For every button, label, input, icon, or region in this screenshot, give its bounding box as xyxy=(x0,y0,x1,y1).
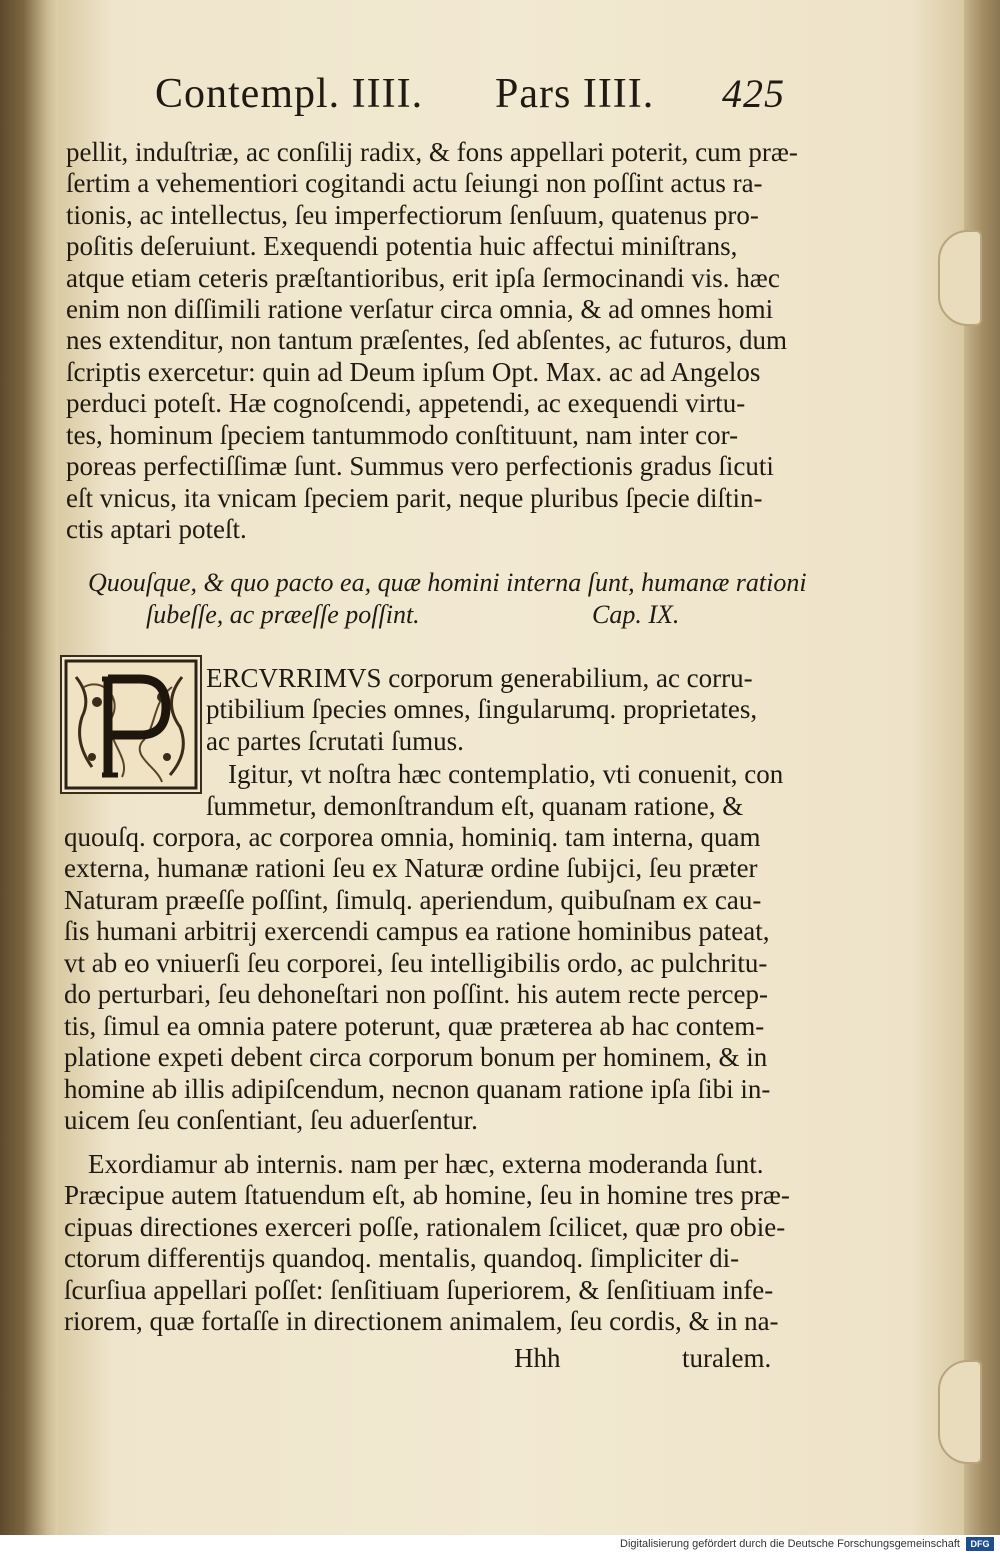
text-line: homine ab illis adipiſcendum, necnon quanam ratione ipſa ſibi in- xyxy=(64,1074,771,1104)
text-line: pellit, induſtriæ, ac conſilij radix, & fons appellari poterit, cum præ- xyxy=(66,137,798,167)
page-clip-lower xyxy=(938,1360,982,1464)
left-book-edge xyxy=(0,0,58,1535)
catchword: turalem. xyxy=(682,1343,772,1373)
digitization-notice: Digitalisierung gefördert durch die Deutsche Forschungsgemeinschaft xyxy=(620,1538,960,1550)
text-line: tis, ſimul ea omnia patere poterunt, quæ præterea ab hac contem- xyxy=(64,1011,765,1041)
text-line: enim non diſſimili ratione verſatur circa omnia, & ad omnes homi xyxy=(66,294,774,324)
signature-mark: Hhh xyxy=(514,1343,561,1373)
text-line: ſertim a vehementiori cogitandi actu ſeiungi non poſſint actus ra- xyxy=(66,168,763,198)
digitization-footer xyxy=(0,1535,1000,1554)
running-header xyxy=(150,70,810,130)
text-line: ſis humani arbitrij exercendi campus ea ratione hominibus pateat, xyxy=(64,916,770,946)
text-line: Exordiamur ab internis. nam per hæc, externa moderanda ſunt. xyxy=(88,1149,764,1179)
text-line: ſcurſiua appellari poſſet: ſenſitiuam ſuperiorem, & ſenſitiuam infe- xyxy=(64,1275,774,1305)
dfg-logo-icon: DFG xyxy=(966,1537,994,1551)
text-line: ERCVRRIMVS corporum generabilium, ac corru- xyxy=(206,663,753,693)
text-line: ctis aptari poteſt. xyxy=(66,514,247,544)
text-line: quouſq. corpora, ac corporea omnia, hominiq. tam interna, quam xyxy=(64,822,761,852)
header-left: Contempl. IIII. xyxy=(155,71,424,117)
text-line: ctorum differentijs quandoq. mentalis, quandoq. ſimpliciter di- xyxy=(64,1243,740,1273)
text-line: eſt vnicus, ita vnicam ſpeciem parit, neque pluribus ſpecie diſtin- xyxy=(66,483,763,513)
chapter-number: Cap. IX. xyxy=(592,600,680,629)
chapter-title-line1: Quouſque, & quo pacto ea, quæ homini interna ſunt, humanæ rationi xyxy=(88,568,807,597)
chapter-title-line2: ſubeſſe, ac præeſſe poſſint. xyxy=(146,600,420,629)
text-line: nes extenditur, non tantum præſentes, ſed abſentes, ac futuros, dum xyxy=(66,325,787,355)
text-line: Igitur, vt noſtra hæc contemplatio, vti conuenit, con xyxy=(228,759,784,789)
text-line: poſitis deſeruiunt. Exequendi potentia huic affectui miniſtrans, xyxy=(66,231,738,261)
text-line: poreas perfectiſſimæ ſunt. Summus vero perfectionis gradus ſicuti xyxy=(66,451,774,481)
text-line: uicem ſeu conſentiant, ſeu aduerſentur. xyxy=(64,1105,478,1135)
text-line: do perturbari, ſeu dehoneſtari non poſſint. his autem recte percep- xyxy=(64,979,768,1009)
ornamental-initial-p xyxy=(60,655,202,794)
text-line: vt ab eo vniuerſi ſeu corporei, ſeu intelligibilis ordo, ac pulchritu- xyxy=(64,948,768,978)
text-line: ſcriptis exercetur: quin ad Deum ipſum Opt. Max. ac ad Angelos xyxy=(66,357,761,387)
text-line: ac partes ſcrutati ſumus. xyxy=(206,726,464,756)
text-line: perduci poteſt. Hæ cognoſcendi, appetendi, ac exequendi virtu- xyxy=(66,388,746,418)
text-line: riorem, quæ fortaſſe in directionem animalem, ſeu cordis, & in na- xyxy=(64,1306,779,1336)
text-line: platione expeti debent circa corporum bonum per hominem, & in xyxy=(64,1042,768,1072)
text-line: ptibilium ſpecies omnes, ſingularumq. proprietates, xyxy=(206,694,758,724)
text-line: tes, hominum ſpeciem tantummodo conſtituunt, nam inter cor- xyxy=(66,420,739,450)
text-line: Naturam præeſſe poſſint, ſimulq. aperiendum, quibuſnam ex cau- xyxy=(64,885,762,915)
header-middle: Pars IIII. xyxy=(495,71,655,117)
text-line: Præcipue autem ſtatuendum eſt, ab homine, ſeu in homine tres præ- xyxy=(64,1180,790,1210)
text-line: cipuas directiones exerceri poſſe, rationalem ſcilicet, quæ pro obie- xyxy=(64,1212,786,1242)
text-line: ſummetur, demonſtrandum eſt, quanam ratione, & xyxy=(206,791,744,821)
page-clip-upper xyxy=(938,230,982,326)
ornamental-initial-icon xyxy=(62,657,200,792)
text-line: externa, humanæ rationi ſeu ex Naturæ ordine ſubijci, ſeu præter xyxy=(64,853,758,883)
page-number: 425 xyxy=(722,71,785,116)
text-line: atque etiam ceteris præſtantioribus, erit ipſa ſermocinandi vis. hæc xyxy=(66,263,780,293)
text-line: tionis, ac intellectus, ſeu imperfectiorum ſenſuum, quatenus pro- xyxy=(66,200,759,230)
